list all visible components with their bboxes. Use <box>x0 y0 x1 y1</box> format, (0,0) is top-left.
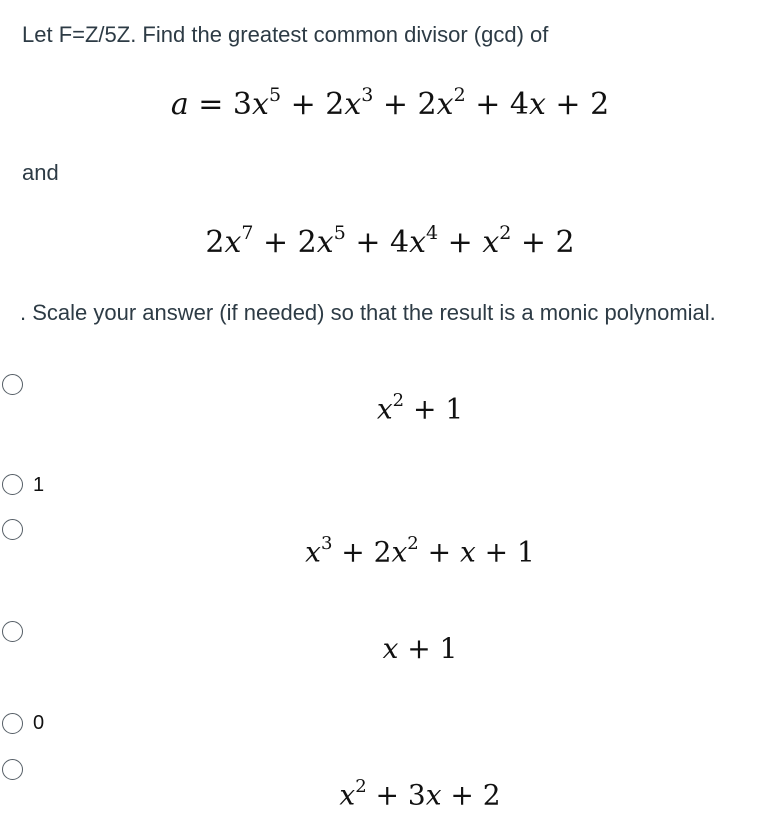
poly-a-term-3-var: x <box>436 87 454 122</box>
polynomial-a <box>0 86 780 122</box>
option-3-exp-1: 3 <box>320 533 333 554</box>
poly-a-var: a <box>170 87 189 122</box>
option-6-const: + 2 <box>441 778 501 812</box>
poly-b-term-3-var: x <box>409 225 426 260</box>
option-4-math <box>0 632 780 665</box>
instruction-text: . Scale your answer (if needed) so that the result is a monic polynomial. <box>20 300 716 325</box>
option-2-label: 1 <box>33 474 45 496</box>
and-label: and <box>22 160 59 185</box>
option-6-var-2: x <box>425 778 442 812</box>
option-1-const: + 1 <box>404 392 464 426</box>
option-3-const: + 1 <box>475 535 535 569</box>
poly-b-term-5: + 2 <box>511 225 575 260</box>
poly-a-term-1-var: x <box>252 87 269 122</box>
option-3-math <box>0 535 780 568</box>
option-3-exp-2: 2 <box>407 533 419 554</box>
option-4-const: + 1 <box>398 632 458 665</box>
poly-b-term-3-exp: 4 <box>426 222 439 244</box>
poly-b-term-2-exp: 5 <box>333 222 346 244</box>
poly-b-term-2-var: x <box>316 225 334 260</box>
poly-a-term-2-coef: + 2 <box>281 87 345 122</box>
poly-a-term-2-var: x <box>344 87 362 122</box>
option-3-var-3: x <box>459 535 476 569</box>
poly-b-term-2-coef: + 2 <box>253 225 317 260</box>
poly-b-term-1-coef: 2 <box>205 225 225 260</box>
option-1-var: x <box>376 392 393 426</box>
option-6-math <box>0 778 780 811</box>
poly-a-term-4-coef: + 4 <box>465 87 529 122</box>
poly-a-term-1-exp: 5 <box>268 84 282 106</box>
poly-a-term-1-coef: 3 <box>232 87 253 122</box>
poly-a-term-3-exp: 2 <box>453 84 466 106</box>
polynomial-b <box>0 224 780 260</box>
poly-a-term-4-var: x <box>528 87 546 122</box>
poly-b-term-1-var: x <box>224 225 242 260</box>
poly-b-term-1-exp: 7 <box>241 222 254 244</box>
option-2-radio[interactable] <box>2 474 23 495</box>
poly-b-term-4-var: x <box>482 225 500 260</box>
option-3-plus: + <box>418 535 460 569</box>
option-4-var: x <box>382 632 399 665</box>
poly-a-equals: = <box>188 87 233 122</box>
option-3-var-1: x <box>305 535 321 569</box>
option-6-var-1: x <box>339 778 356 812</box>
option-5-label: 0 <box>33 712 45 734</box>
option-6-radio[interactable] <box>2 759 23 780</box>
option-6-exp: 2 <box>355 776 367 797</box>
option-1-exp: 2 <box>392 390 405 411</box>
poly-b-term-4-exp: 2 <box>499 222 512 244</box>
option-3-coef-2: + 2 <box>332 535 392 569</box>
poly-a-term-3-coef: + 2 <box>373 87 437 122</box>
poly-b-term-4-coef: + <box>438 225 483 260</box>
poly-b-term-3-coef: + 4 <box>345 225 410 260</box>
option-3-var-2: x <box>391 535 408 569</box>
option-5-radio[interactable] <box>2 713 23 734</box>
option-1-math <box>0 392 780 425</box>
poly-a-term-2-exp: 3 <box>361 84 374 106</box>
option-6-coef: + 3 <box>366 778 426 812</box>
question-intro: Let F=Z/5Z. Find the greatest common divisor (gcd) of <box>22 22 549 47</box>
poly-a-term-5: + 2 <box>545 87 610 122</box>
